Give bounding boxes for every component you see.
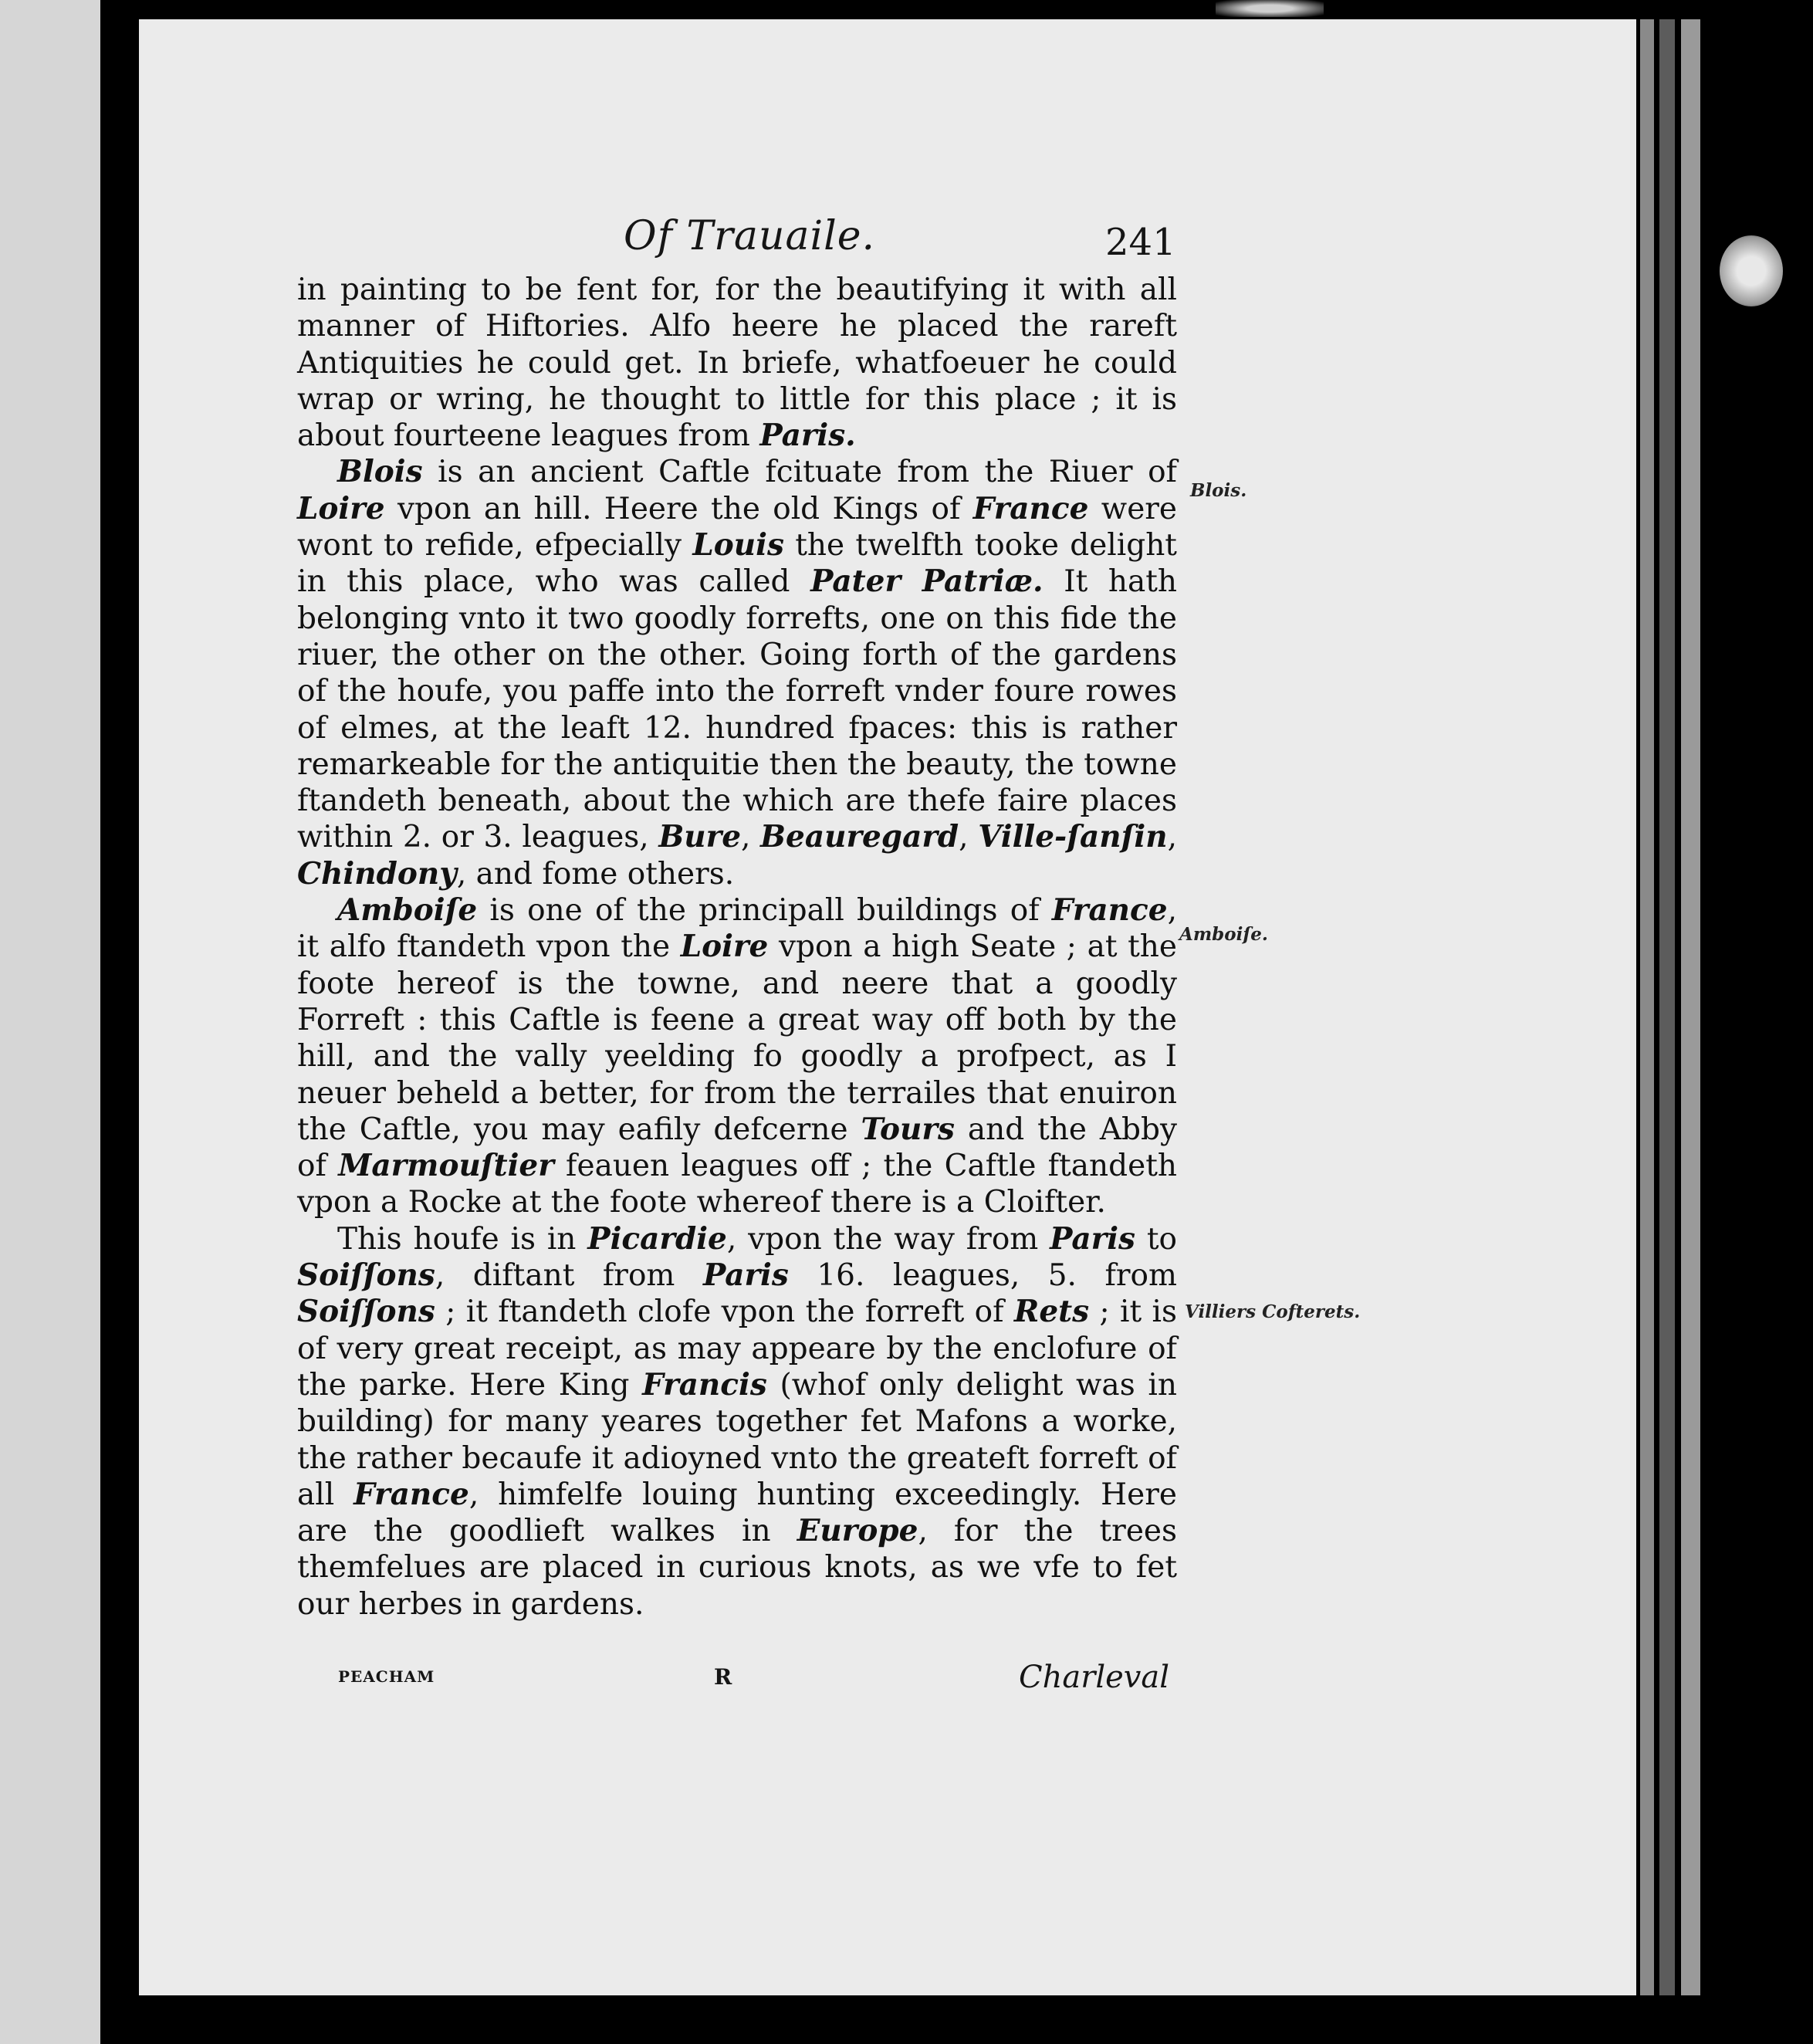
marginal-note-blois: Blois. bbox=[1190, 480, 1247, 501]
paragraph: Amboiſe is one of the principall buildings of France, it alfo ftandeth vpon the Loire vpon a high Seate ; at the foote hereof is the towne, and neere that a goodly Forreft : this Caftle is feene a great way off both by the hill, and the vally yeelding fo goodly a profpect, as I neuer beheld a better, for from the terrailes that enuiron the Caftle, you may eafily defcerne Tours and the Abby of Marmouſtier feauen leagues off ; the Caftle ftandeth vpon a Rocke at the foote whereof there is a Cloifter. bbox=[297, 892, 1178, 1220]
paragraph: in painting to be fent for, for the beautifying it with all manner of Hiftories. Alfo heere he placed the rareft Antiquities he could get. In briefe, whatfoeuer he could wrap or wring, he thought to little for this place ; it is about fourteene leagues from Paris. bbox=[297, 272, 1177, 454]
marginal-note-amboise: Amboiſe. bbox=[1179, 924, 1268, 945]
paragraph: Blois is an ancient Caftle fcituate from the Riuer of Loire vpon an hill. Heere the old Kings of France were wont to refide, efpecially Louis the twelfth tooke delight in this place, who was called Pater Patriæ. It hath belonging vnto it two goodly forrefts, one on this fide the riuer, the other on the other. Going forth of the gardens of the houfe, you paffe into the forreft vnder foure rowes of elmes, at the leaft 12. hundred fpaces: this is rather remarkeable for the antiquitie then the beauty, the towne ftandeth beneath, about the which are thefe faire places within 2. or 3. leagues, Bure, Beauregard, Ville-ſanſin, Chindony, and fome others. bbox=[297, 454, 1178, 892]
scan-blot-top bbox=[1216, 0, 1324, 17]
left-page-margin bbox=[0, 0, 100, 2044]
scan-blot-right bbox=[1720, 235, 1783, 306]
catchword: Charleval bbox=[1019, 1660, 1170, 1695]
running-head-title: Of Trauaile. bbox=[624, 213, 876, 259]
body-text bbox=[297, 272, 1177, 1623]
signature-line: PEACHAM bbox=[338, 1667, 435, 1686]
page-number: 241 bbox=[1105, 221, 1176, 264]
page-edge bbox=[1640, 19, 1654, 1995]
page-edge bbox=[1681, 19, 1700, 1995]
marginal-note-villiers: Villiers Cofterets. bbox=[1185, 1301, 1361, 1322]
page-edge bbox=[1659, 19, 1675, 1995]
signature-mark: R bbox=[714, 1664, 732, 1690]
paragraph: This houfe is in Picardie, vpon the way from Paris to Soiſſons, diftant from Paris 16. leagues, 5. from Soiſſons ; it ftandeth clofe vpon the forreft of Rets ; it is of very great receipt, as may appeare by the enclofure of the parke. Here King Francis (whof only delight was in building) for many yeares together fet Mafons a worke, the rather becaufe it adioyned vnto the greateft forreft of all France, himfelfe louing hunting exceedingly. Here are the goodlieft walkes in Europe, for the trees themfelues are placed in curious knots, as we vfe to fet our herbes in gardens. bbox=[297, 1220, 1177, 1622]
